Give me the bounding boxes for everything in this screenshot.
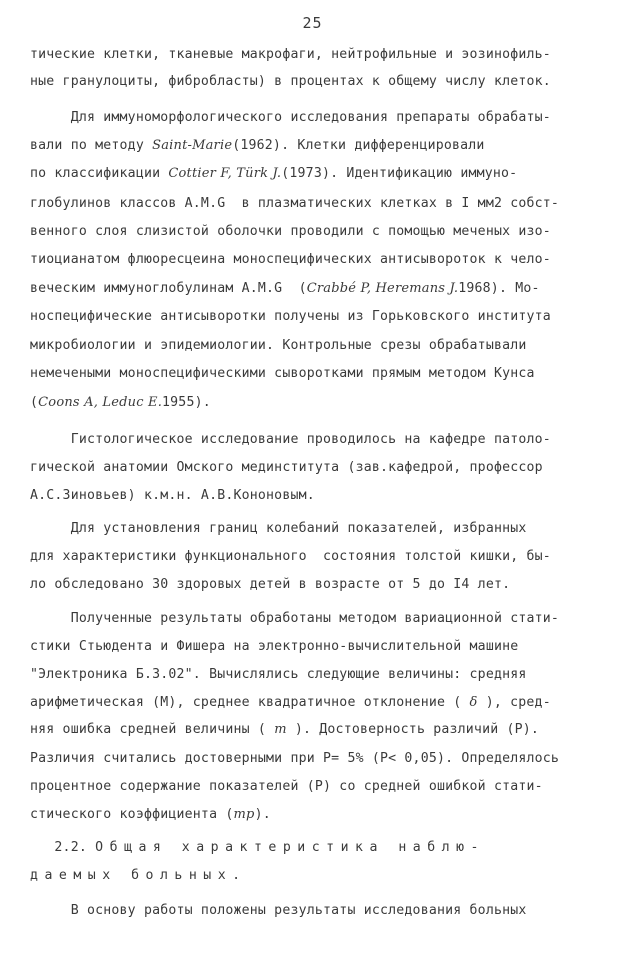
- line-text-continued: ).: [254, 807, 271, 822]
- text-line: [30, 840, 485, 855]
- text-line: [30, 74, 551, 89]
- line-text-continued: (1973). Идентификацию иммуно-: [281, 166, 518, 181]
- text-line: [30, 47, 551, 62]
- text-line: [30, 138, 485, 153]
- text-line: [30, 751, 559, 766]
- line-text: А.С.Зиновьев) к.м.н. А.В.Кононовым.: [30, 488, 315, 503]
- line-text: Для иммуноморфологического исследования препараты обрабаты-: [30, 110, 551, 125]
- line-text: Полученные результаты обработаны методом вариационной стати-: [30, 611, 560, 626]
- line-text: ные гранулоциты, фибробласты) в процентах к общему числу клеток.: [30, 74, 551, 89]
- line-text: гической анатомии Омского мединститута (зав.кафедрой, профессор: [30, 460, 543, 475]
- line-text: ло обследовано 30 здоровых детей в возрасте от 5 до I4 лет.: [30, 577, 511, 592]
- handwritten-insert: m: [274, 722, 287, 737]
- text-line: [30, 460, 543, 475]
- line-text-continued: 1968). Мо-: [458, 281, 540, 296]
- text-line: [30, 395, 211, 410]
- line-text: тиоцианатом флюоресцеина моноспецифических антисывороток к чело-: [30, 252, 551, 267]
- handwritten-insert: Coons A, Leduc E.: [38, 395, 163, 410]
- text-line: [30, 196, 559, 211]
- section-heading-spaced: даемых больных.: [30, 868, 247, 883]
- line-text: процентное содержание показателей (Р) со средней ошибкой стати-: [30, 779, 543, 794]
- line-text: немечеными моноспецифическими сыворотками прямым методом Кунса: [30, 366, 535, 381]
- line-text-continued: (1962). Клетки дифференцировали: [232, 138, 485, 153]
- line-text: вали по методу: [30, 138, 153, 153]
- line-text: тические клетки, тканевые макрофаги, нейтрофильные и эозинофиль-: [30, 47, 551, 62]
- text-line: [30, 611, 559, 626]
- handwritten-insert: Cottier F, Türk J.: [168, 166, 282, 181]
- text-line: [30, 366, 535, 381]
- handwritten-insert: δ: [469, 695, 478, 710]
- text-line: [30, 722, 539, 737]
- text-line: [30, 903, 527, 918]
- text-line: [30, 110, 551, 125]
- text-line: [30, 166, 517, 181]
- handwritten-insert: mp: [233, 807, 255, 822]
- text-line: [30, 338, 527, 353]
- text-line: [30, 667, 527, 682]
- line-text: стики Стьюдента и Фишера на электронно-вычислительной машине: [30, 639, 519, 654]
- text-line: [30, 252, 551, 267]
- text-line: [30, 807, 271, 822]
- text-line: [30, 432, 551, 447]
- text-line: [30, 639, 518, 654]
- text-line: [30, 695, 551, 710]
- text-line: [30, 549, 551, 564]
- line-text: венного слоя слизистой оболочки проводили с помощью меченых изо-: [30, 224, 551, 239]
- line-text: В основу работы положены результаты исследования больных: [30, 903, 527, 918]
- text-line: [30, 224, 551, 239]
- text-line: [30, 488, 315, 503]
- line-text: Различия считались достоверными при Р= 5% (Р< 0,05). Определялось: [30, 751, 560, 766]
- text-line: [30, 868, 247, 883]
- line-text: микробиологии и эпидемиологии. Контрольные срезы обрабатывали: [30, 338, 527, 353]
- section-heading-spaced: Общая характеристика наблю-: [95, 840, 485, 855]
- line-text: Для установления границ колебаний показателей, избранных: [30, 521, 527, 536]
- line-text: для характеристики функционального состояния толстой кишки, бы-: [30, 549, 551, 564]
- handwritten-insert: Saint-Marie: [152, 138, 233, 153]
- line-text: арифметическая (М), среднее квадратичное отклонение (: [30, 695, 470, 710]
- line-text: Гистологическое исследование проводилось на кафедре патоло-: [30, 432, 551, 447]
- line-text: "Электроника Б.3.02". Вычислялись следующие величины: средняя: [30, 667, 527, 682]
- line-text: глобулинов классов А.М.G в плазматических клетках в I мм2 собст-: [30, 196, 560, 211]
- text-line: [30, 281, 540, 296]
- line-text-continued: ). Достоверность различий (Р).: [286, 722, 540, 737]
- line-text-continued: ), сред-: [477, 695, 551, 710]
- line-text: носпецифические антисыворотки получены из Горьковского института: [30, 309, 551, 324]
- text-line: [30, 521, 527, 536]
- line-text: 2.2.: [30, 840, 96, 855]
- line-text: стического коэффициента (: [30, 807, 234, 822]
- text-line: [30, 779, 543, 794]
- line-text: веческим иммуноглобулинам А.М.G (: [30, 281, 307, 296]
- text-line: [30, 309, 551, 324]
- line-text-continued: 1955).: [162, 395, 211, 410]
- text-line: [30, 577, 510, 592]
- handwritten-insert: Crabbé P, Heremans J.: [306, 281, 459, 296]
- line-text: по классификации: [30, 166, 169, 181]
- line-text: (: [30, 395, 39, 410]
- line-text: няя ошибка средней величины (: [30, 722, 275, 737]
- page-number: 25: [302, 14, 323, 32]
